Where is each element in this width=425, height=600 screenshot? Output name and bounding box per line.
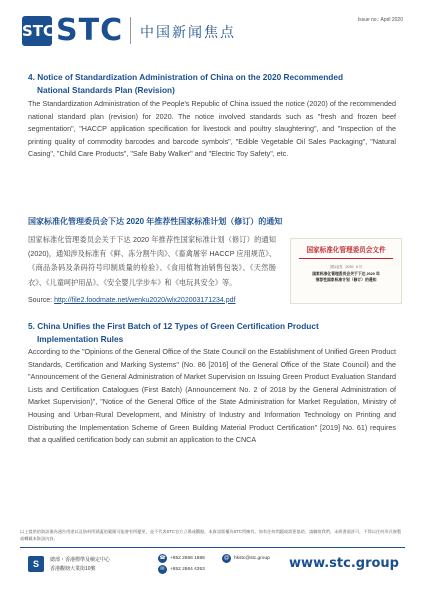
section-5-heading <box>28 320 396 346</box>
stc-logo <box>22 13 124 48</box>
section-4-body: The Standardization Administration of the People's Republic of China issued the notice (2020) of the recommended national standard plan (revision) for 2020. The notice involved standards such as "fresh and frozen beef segmentation", "HACCP application specification for livestock and poultry slaughtering", and "Inspection of the printing quality of commodity barcodes and barcode symbols", "Edible Vegetable Oil Sales Packaging", "Natural Casing", "Child Care Products", "Safe Baby Walker" and "Electric Toy Safety", etc. <box>28 99 396 159</box>
section-5-heading-line1: 5. China Unifies the First Batch of 12 Types of Green Certification Product <box>28 321 319 331</box>
section-4-chinese-heading: 国家标准化管理委员会下达 2020 年推荐性国家标准计划（修订）的通知 <box>28 217 283 226</box>
page-title: 中国新闻焦点 <box>140 25 236 41</box>
section-5-heading-line2: Implementation Rules <box>37 334 124 344</box>
section-4-heading-line1: 4. Notice of Standardization Administration of China on the 2020 Recommended <box>28 72 344 82</box>
section-5 <box>28 320 396 447</box>
footer-phone-1: +852 2666 1888 <box>170 556 205 561</box>
footer-logo: S <box>28 556 44 572</box>
stc-logo-mark <box>22 16 55 46</box>
section-4-chinese-body: 国家标准化管理委员会关于下达 2020 年推荐性国家标准计划（修订）的通知(2020)，通知涉及标准有《鲜、冻分割牛肉》、《畜禽屠宰 HACCP 应用规范》、《商品条码及条码符号印制质量的检验》、《食用植物油销售包装》、《天然肠衣》、《儿童呵护用品》、《安全婴儿学步车》和《电玩具安全》等。 <box>28 235 276 287</box>
document-number: 国标委发〔2020〕6 号 <box>329 265 363 269</box>
footer-phone-2: +852 2664 4353 <box>170 567 205 572</box>
issue-number: Issue no.: April 2020 <box>357 17 403 23</box>
page-header <box>0 0 425 58</box>
footer-email[interactable]: hkstc@stc.group <box>234 556 270 561</box>
source-link[interactable]: http://file2.foodmate.net/wenku2020/wlx202003171234.pdf <box>54 296 236 304</box>
section-5-body: According to the "Opinions of the General Office of the State Council on the Establishment of Unified Green Product Standards, Certification and Marking Systems" (No. 86 [2016] of the General Office of the State Council) and the "Announcement of the General Administration of Market Supervision on Issuing Green Product Evaluation Standard Lists and Certification Catalogues (First Batch) (Announcement No. 2 of 2018 by the General Administration of Market Supervision)", "Notice of the General Office of the State Administration for Market Regulation, Ministry of Housing and Urban-Rural Development, and Ministry of Industry and Information Technology on Printing and Distributing the Implementation Scheme of Green Building Material Product Certification" [2019] No. 61) requires that a qualified certification body can submit an application to the CNCA <box>28 347 396 445</box>
stc-logo-mark-text: STC <box>22 22 55 40</box>
section-4-heading-line2: National Standards Plan (Revision) <box>37 85 175 95</box>
document-title: 国家标准化管理委员会文件 <box>306 246 386 254</box>
section-4 <box>28 71 396 161</box>
footer-company-line2: 香港觀塘大業街10號 <box>50 566 96 572</box>
notice-document-image <box>290 238 402 304</box>
header-divider <box>130 17 131 44</box>
document-red-rule <box>299 258 393 259</box>
page-footer <box>0 547 425 600</box>
document-subtitle-line2: 推荐性国家标准计划（修订）的通知 <box>315 278 377 282</box>
source-label: Source: <box>28 296 53 304</box>
disclaimer-note: 以上提供的資訊僅為通告用途以及資料所涵蓋的範圍可能會有所變更，並不代表STC官方立場或觀點。本資訊版權為STC所擁有。如有任何問題或需要協助，請聯絡我們。未經書面許可，不得以任何形式複製或轉載本資訊內容。 <box>20 529 402 541</box>
document-subtitle-line1: 国家标准化管理委员会关于下达 2020 年 <box>312 272 380 276</box>
fax-icon: ✉ <box>158 565 167 574</box>
stc-logo-text: STC <box>56 13 124 48</box>
email-icon: @ <box>223 555 230 561</box>
footer-company-line1: 總部・香港標準及檢定中心 <box>50 557 111 563</box>
phone-icon: ☎ <box>159 555 166 561</box>
footer-website[interactable]: www.stc.group <box>289 556 399 571</box>
section-4-heading <box>28 71 396 97</box>
footer-divider <box>20 547 405 548</box>
